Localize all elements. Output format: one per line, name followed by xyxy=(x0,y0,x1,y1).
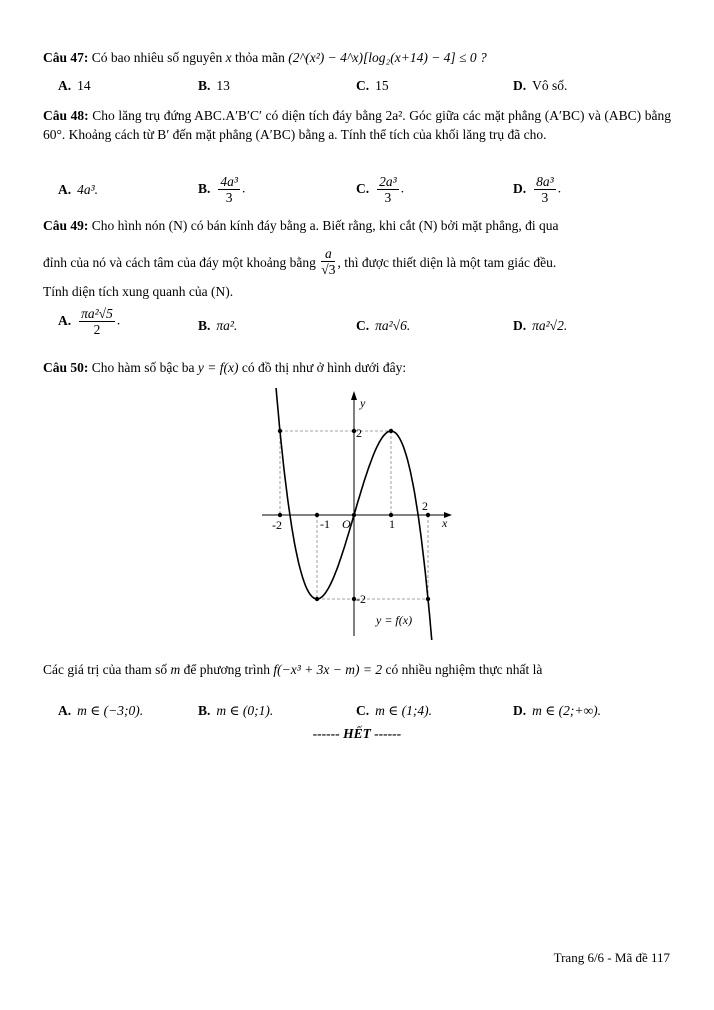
q47-text-b: thỏa mãn xyxy=(235,50,285,65)
q50-equation: f(−x³ + 3x − m) = 2 xyxy=(273,662,383,677)
page-footer: Trang 6/6 - Mã đề 117 xyxy=(553,950,670,965)
graph-point-7 xyxy=(315,597,319,601)
y-axis-label: y xyxy=(360,396,366,410)
q48-option-a[interactable]: A. 4a³. xyxy=(58,182,99,197)
tick-y-m2: -2 xyxy=(356,592,366,606)
q50-func: y = f(x) xyxy=(197,360,239,375)
q49-text-a: Cho hình nón (N) có bán kính đáy bằng a. Biết rằng, khi cắt (N) bởi mặt phẳng, đi qua xyxy=(91,218,559,233)
curve-label: y = f(x) xyxy=(376,613,413,627)
q47-option-a[interactable]: A. 14 xyxy=(58,78,91,93)
graph-point-0 xyxy=(278,513,282,517)
q50-option-d[interactable]: D. m ∈ (2;+∞). xyxy=(513,703,601,718)
q49-frac-den: √3 xyxy=(321,262,336,277)
origin-label: O xyxy=(342,517,351,531)
q47-condition: (2^(x²) − 4^x)[log₂(x+14) − 4] ≤ 0 ? xyxy=(288,50,487,65)
q50-function-graph xyxy=(258,388,458,640)
q50-stem xyxy=(43,358,671,377)
q49-options xyxy=(58,306,678,348)
q48-text: Cho lăng trụ đứng ABC.A′B′C′ có diện tích đáy bằng 2a². Góc giữa các mặt phẳng (A′BC) và (ABC) bằng 60°. Khoảng cách từ B′ đến mặt phẳng (A′BC) bằng a. Tính thể tích của khối lăng trụ đã cho. xyxy=(43,108,672,142)
q50-text-c3: có nhiều nghiệm thực nhất là xyxy=(385,662,543,677)
q47-text-a: Có bao nhiêu số nguyên xyxy=(91,50,223,65)
graph-point-8 xyxy=(352,513,356,517)
q48-options xyxy=(58,174,678,212)
q49-option-d[interactable]: D. πa²√2. xyxy=(513,318,568,333)
q50-text-b: có đồ thị như ở hình dưới đây: xyxy=(241,360,407,375)
q50-option-b[interactable]: B. m ∈ (0;1). xyxy=(198,703,274,718)
graph-point-3 xyxy=(426,513,430,517)
q49-number: Câu 49: xyxy=(43,218,89,233)
q49-text-b1: đỉnh của nó và cách tâm của đáy một khoảng bằng xyxy=(43,254,316,270)
q47-options xyxy=(58,78,678,102)
q47-option-d[interactable]: D. Vô số. xyxy=(513,78,568,93)
q47-stem xyxy=(43,48,671,67)
q49-text-c: Tính diện tích xung quanh của (N). xyxy=(43,284,234,299)
q50-option-c[interactable]: C. m ∈ (1;4). xyxy=(356,703,432,718)
q49-stem-2 xyxy=(43,236,671,276)
end-mark: ------ HẾT ------ xyxy=(312,726,402,741)
q48-stem xyxy=(43,106,671,144)
q50-text-c1: Các giá trị của tham số xyxy=(43,662,168,677)
q50-text-c2: để phương trình xyxy=(183,662,271,677)
y-axis-arrow xyxy=(351,391,357,400)
tick-y-2: 2 xyxy=(356,426,362,440)
q49-stem-3 xyxy=(43,282,671,301)
q50-text-a: Cho hàm số bậc ba xyxy=(91,360,195,375)
q49-text-b2: , thì được thiết diện là một tam giác đều. xyxy=(337,254,557,270)
tick-x-m2: -2 xyxy=(272,518,282,532)
tick-x-m1: -1 xyxy=(320,517,330,531)
graph-point-1 xyxy=(315,513,319,517)
x-axis-label: x xyxy=(442,516,448,530)
tick-x-2: 2 xyxy=(422,499,428,513)
q47-number: Câu 47: xyxy=(43,50,89,65)
q50-param: m xyxy=(170,662,181,677)
graph-point-10 xyxy=(426,597,430,601)
q50-options xyxy=(58,703,678,727)
q49-option-b[interactable]: B. πa². xyxy=(198,318,238,333)
q49-frac-num: a xyxy=(321,246,335,262)
tick-x-1: 1 xyxy=(389,517,395,531)
q50-question xyxy=(43,660,671,679)
q49-option-c[interactable]: C. πa²√6. xyxy=(356,318,411,333)
q50-option-a[interactable]: A. m ∈ (−3;0). xyxy=(58,703,144,718)
cubic-curve xyxy=(270,388,434,640)
q50-number: Câu 50: xyxy=(43,360,89,375)
graph-point-6 xyxy=(278,429,282,433)
q48-option-b[interactable]: B. $\frac{\text{4a³}}{3}$ . xyxy=(198,174,246,205)
q47-var: x xyxy=(225,50,232,65)
q49-stem-1 xyxy=(43,216,671,235)
q49-option-a[interactable]: A. $\frac{\text{πa²√5}}{2}$ . xyxy=(58,306,121,337)
q47-option-b[interactable]: B. 13 xyxy=(198,78,230,93)
q48-number: Câu 48: xyxy=(43,108,89,123)
q48-option-d[interactable]: D. $\frac{\text{8a³}}{3}$ . xyxy=(513,174,562,205)
q47-option-c[interactable]: C. 15 xyxy=(356,78,389,93)
q48-option-c[interactable]: C. $\frac{\text{2a³}}{3}$ . xyxy=(356,174,405,205)
graph-point-9 xyxy=(389,429,393,433)
